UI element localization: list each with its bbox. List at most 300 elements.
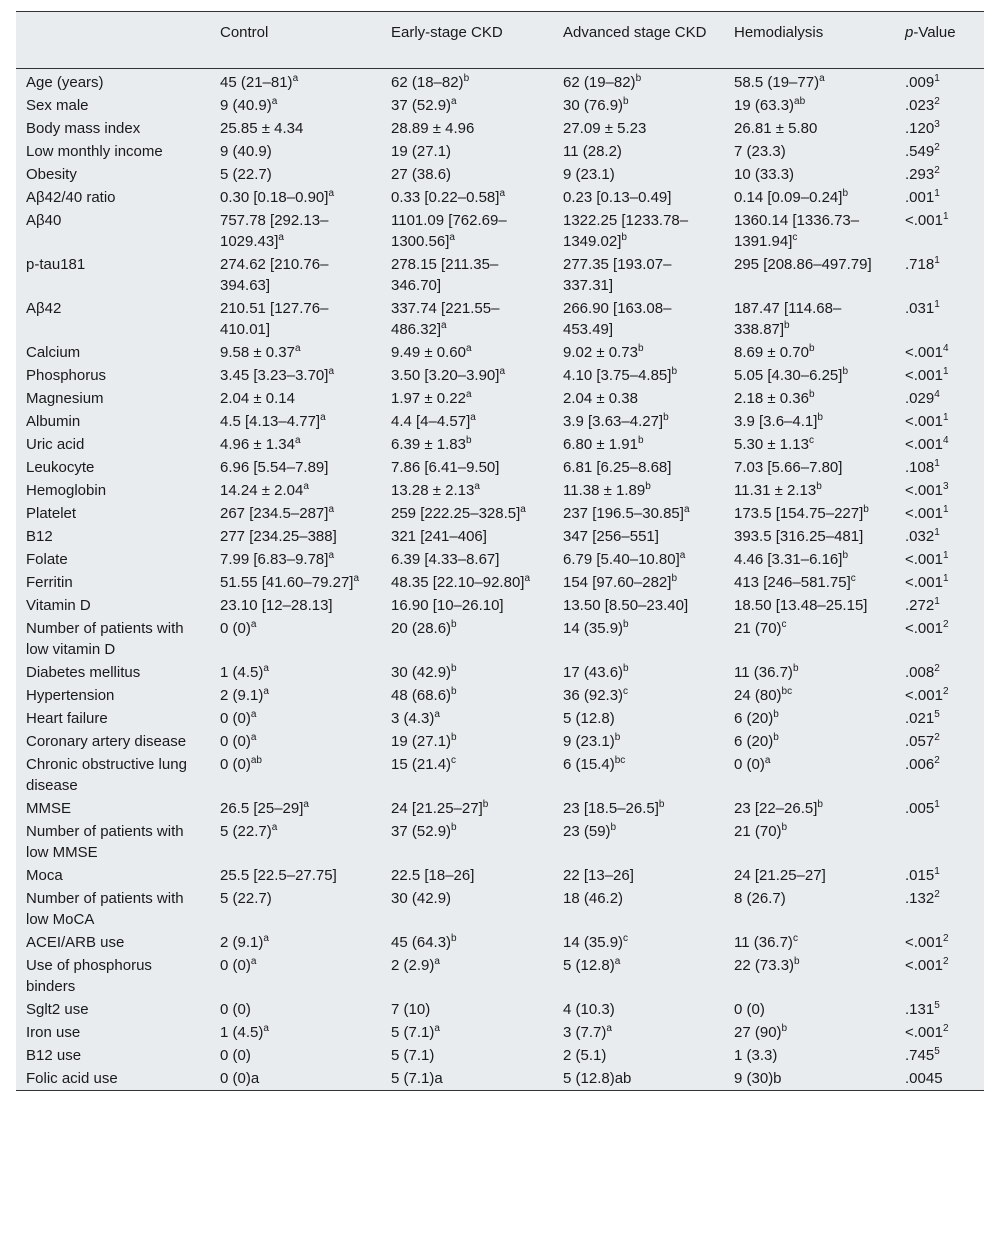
cell-value: 5 (22.7) xyxy=(220,890,272,907)
table-cell xyxy=(724,140,895,163)
cell-value: 16.90 [10–26.10] xyxy=(391,597,504,614)
cell-superscript: c xyxy=(623,933,629,944)
cell-value: 2 (5.1) xyxy=(563,1047,607,1064)
header-hemodialysis: Hemodialysis xyxy=(734,24,824,41)
row-label: Folic acid use xyxy=(26,1070,118,1087)
table-cell xyxy=(724,387,895,410)
row-label: Body mass index xyxy=(26,120,141,137)
cell-superscript: 2 xyxy=(942,619,949,630)
cell-superscript: 5 xyxy=(934,1046,940,1057)
table-cell xyxy=(895,163,984,186)
table-cell xyxy=(381,1044,553,1067)
cell-value: 5 (7.1) xyxy=(391,1047,435,1064)
cell-value: 11 (28.2) xyxy=(563,143,622,160)
cell-superscript: 1 xyxy=(934,255,940,266)
cell-value: 6 (15.4) xyxy=(563,756,615,773)
cell-value: 11.31 ± 2.13 xyxy=(734,482,817,499)
table-cell xyxy=(381,707,553,730)
table-row xyxy=(16,253,984,297)
table-cell xyxy=(381,571,553,594)
table-cell xyxy=(553,820,724,864)
table-cell xyxy=(553,94,724,117)
cell-value: 13.28 ± 2.13 xyxy=(391,482,475,499)
cell-value: 210.51 [127.76–410.01] xyxy=(220,300,329,338)
cell-value: 277 [234.25–388] xyxy=(220,528,337,545)
table-cell xyxy=(724,594,895,617)
cell-superscript: c xyxy=(792,232,798,243)
table-row xyxy=(16,998,984,1021)
table-cell xyxy=(895,387,984,410)
table-cell xyxy=(210,525,381,548)
cell-superscript: 2 xyxy=(934,889,940,900)
row-label: Age (years) xyxy=(26,74,104,91)
cell-value: .023 xyxy=(905,97,935,114)
cell-value: .293 xyxy=(905,166,935,183)
row-label: Calcium xyxy=(26,344,81,361)
cell-value: 8 (26.7) xyxy=(734,890,786,907)
cell-value: .021 xyxy=(905,710,935,727)
cell-superscript: 4 xyxy=(942,343,949,354)
cell-superscript: 1 xyxy=(934,527,940,538)
cell-superscript: a xyxy=(614,956,621,967)
table-cell xyxy=(210,186,381,209)
cell-superscript: a xyxy=(353,573,360,584)
cell-value: .032 xyxy=(905,528,935,545)
row-label: p-tau181 xyxy=(26,256,86,273)
table-cell xyxy=(895,954,984,998)
table-cell xyxy=(381,548,553,571)
table-cell xyxy=(724,433,895,456)
cell-superscript: a xyxy=(449,232,455,243)
table-cell xyxy=(381,456,553,479)
cell-value: 25.85 ± 4.34 xyxy=(220,120,304,137)
cell-value: .131 xyxy=(905,1001,935,1018)
cell-superscript: c xyxy=(781,619,787,630)
table-cell xyxy=(895,684,984,707)
table-cell xyxy=(895,140,984,163)
cell-value: 9.58 ± 0.37 xyxy=(220,344,295,361)
cell-value: .057 xyxy=(905,733,935,750)
table-cell xyxy=(724,253,895,297)
cell-value: 28.89 ± 4.96 xyxy=(391,120,475,137)
cell-value: 37 (52.9) xyxy=(391,97,452,114)
table-cell xyxy=(895,661,984,684)
table-cell xyxy=(210,887,381,931)
cell-value: 7.03 [5.66–7.80] xyxy=(734,459,843,476)
cell-value: 27.09 ± 5.23 xyxy=(563,120,647,137)
table-cell xyxy=(724,502,895,525)
row-label: Moca xyxy=(26,867,63,884)
cell-superscript: a xyxy=(250,732,257,743)
table-cell xyxy=(553,1021,724,1044)
table-cell xyxy=(553,684,724,707)
table-row xyxy=(16,864,984,887)
cell-value: 14 (35.9) xyxy=(563,934,624,951)
cell-value: 4 (10.3) xyxy=(563,1001,615,1018)
cell-superscript: 1 xyxy=(934,458,940,469)
table-cell xyxy=(210,387,381,410)
cell-superscript: 4 xyxy=(942,435,949,446)
table-cell xyxy=(895,341,984,364)
table-cell xyxy=(210,864,381,887)
cell-superscript: 2 xyxy=(934,732,940,743)
table-cell xyxy=(210,94,381,117)
row-label: B12 xyxy=(26,528,53,545)
table-cell xyxy=(381,387,553,410)
cell-value: 277.35 [193.07–337.31] xyxy=(563,256,672,294)
cell-value: 24 [21.25–27] xyxy=(734,867,826,884)
table-cell xyxy=(895,209,984,253)
table-cell xyxy=(553,887,724,931)
table-cell xyxy=(724,479,895,502)
table-cell xyxy=(895,1044,984,1067)
table-cell xyxy=(210,684,381,707)
row-label: MMSE xyxy=(26,800,71,817)
cell-superscript: a xyxy=(328,188,334,199)
cell-value: 0 (0) xyxy=(220,733,251,750)
cell-value: 30 (76.9) xyxy=(563,97,624,114)
table-cell xyxy=(553,387,724,410)
cell-superscript: 2 xyxy=(934,142,940,153)
cell-value: 18 (46.2) xyxy=(563,890,624,907)
cell-value: 48.35 [22.10–92.80] xyxy=(391,574,525,591)
cell-value: .006 xyxy=(905,756,935,773)
cell-value: <.001 xyxy=(905,620,943,637)
cell-value: 3.9 [3.6–4.1] xyxy=(734,413,818,430)
cell-value: 3 (4.3) xyxy=(391,710,435,727)
table-cell xyxy=(895,797,984,820)
cell-value: 0 (0) xyxy=(220,620,251,637)
cell-value: 6.39 [4.33–8.67] xyxy=(391,551,500,568)
cell-superscript: 3 xyxy=(942,481,949,492)
table-cell xyxy=(895,931,984,954)
cell-value: 0 (0) xyxy=(220,756,251,773)
table-row xyxy=(16,571,984,594)
cell-superscript: c xyxy=(623,686,629,697)
cell-value: 14.24 ± 2.04 xyxy=(220,482,304,499)
cell-value: 413 [246–581.75] xyxy=(734,574,851,591)
table-cell xyxy=(895,1021,984,1044)
cell-value: 2 (9.1) xyxy=(220,687,264,704)
table-cell xyxy=(553,163,724,186)
cell-superscript: b xyxy=(671,573,677,584)
table-cell xyxy=(381,820,553,864)
table-cell xyxy=(210,753,381,797)
cell-value: 11 (36.7) xyxy=(734,934,793,951)
cell-superscript: b xyxy=(781,822,788,833)
table-row xyxy=(16,1044,984,1067)
cell-superscript: a xyxy=(524,573,531,584)
cell-value: 757.78 [292.13–1029.43] xyxy=(220,212,329,250)
cell-value: .108 xyxy=(905,459,935,476)
table-cell xyxy=(381,253,553,297)
table-cell xyxy=(381,410,553,433)
cell-value: 0 (0) xyxy=(220,710,251,727)
cell-value: 5 (12.8)ab xyxy=(563,1070,632,1087)
cell-superscript: c xyxy=(451,755,457,766)
table-cell xyxy=(210,341,381,364)
cell-superscript: a xyxy=(520,504,526,515)
table-row xyxy=(16,433,984,456)
table-cell xyxy=(553,797,724,820)
table-cell xyxy=(381,163,553,186)
table-row xyxy=(16,954,984,998)
table-row xyxy=(16,410,984,433)
table-cell xyxy=(895,707,984,730)
cell-value: 0.14 [0.09–0.24] xyxy=(734,189,843,206)
table-cell xyxy=(381,140,553,163)
table-cell xyxy=(724,820,895,864)
cell-superscript: b xyxy=(614,732,621,743)
cell-superscript: a xyxy=(263,1023,269,1034)
cell-superscript: b xyxy=(773,732,779,743)
row-label: Number of patients with low MoCA xyxy=(26,890,184,928)
cell-value: 23 [22–26.5] xyxy=(734,800,818,817)
cell-value: 2.18 ± 0.36 xyxy=(734,390,809,407)
cell-superscript: b xyxy=(451,663,457,674)
table-cell xyxy=(381,117,553,140)
table-cell xyxy=(553,479,724,502)
table-row xyxy=(16,140,984,163)
cell-superscript: a xyxy=(465,343,472,354)
cell-value: 30 (42.9) xyxy=(391,890,452,907)
cell-value: 347 [256–551] xyxy=(563,528,659,545)
table-row xyxy=(16,931,984,954)
cell-value: 18.50 [13.48–25.15] xyxy=(734,597,868,614)
cell-value: 0.23 [0.13–0.49] xyxy=(563,189,672,206)
cell-superscript: b xyxy=(451,822,457,833)
table-cell xyxy=(895,887,984,931)
cell-value: 19 (27.1) xyxy=(391,733,452,750)
cell-value: 3.50 [3.20–3.90] xyxy=(391,367,500,384)
cell-superscript: b xyxy=(623,663,629,674)
table-cell xyxy=(553,117,724,140)
cell-superscript: a xyxy=(271,96,278,107)
table-cell xyxy=(724,117,895,140)
cell-value: 6.79 [5.40–10.80] xyxy=(563,551,680,568)
cell-value: 173.5 [154.75–227] xyxy=(734,505,864,522)
table-cell xyxy=(553,69,724,95)
table-cell xyxy=(895,594,984,617)
cell-value: 15 (21.4) xyxy=(391,756,452,773)
cell-value: 0 (0) xyxy=(734,756,765,773)
table-cell xyxy=(210,730,381,753)
table-cell xyxy=(381,69,553,95)
cell-superscript: b xyxy=(792,663,799,674)
table-row xyxy=(16,117,984,140)
table-cell xyxy=(381,617,553,661)
cell-value: .015 xyxy=(905,867,935,884)
table-cell xyxy=(210,594,381,617)
cell-value: 11.38 ± 1.89 xyxy=(563,482,646,499)
cell-superscript: b xyxy=(637,435,644,446)
row-label: Platelet xyxy=(26,505,77,522)
row-label: Diabetes mellitus xyxy=(26,664,141,681)
cell-value: 23 (59) xyxy=(563,823,611,840)
table-cell xyxy=(724,94,895,117)
cell-value: 154 [97.60–282] xyxy=(563,574,672,591)
cell-value: 17 (43.6) xyxy=(563,664,624,681)
cell-value: 1 (4.5) xyxy=(220,664,264,681)
cell-superscript: b xyxy=(637,343,644,354)
table-row xyxy=(16,707,984,730)
table-cell xyxy=(553,297,724,341)
cell-value: 274.62 [210.76–394.63] xyxy=(220,256,329,294)
table-cell xyxy=(724,661,895,684)
row-label: Leukocyte xyxy=(26,459,95,476)
table-cell xyxy=(381,433,553,456)
cell-superscript: 4 xyxy=(934,389,940,400)
cell-superscript: 3 xyxy=(934,119,940,130)
cell-value: 62 (18–82) xyxy=(391,74,464,91)
cell-superscript: 1 xyxy=(942,366,949,377)
cell-value: 4.46 [3.31–6.16] xyxy=(734,551,843,568)
table-cell xyxy=(210,1067,381,1091)
table-body xyxy=(16,69,984,1091)
table-cell xyxy=(210,707,381,730)
table-cell xyxy=(724,931,895,954)
row-label: Aβ42 xyxy=(26,300,62,317)
cell-superscript: 2 xyxy=(934,96,940,107)
cell-value: .001 xyxy=(905,189,935,206)
cell-value: 278.15 [211.35–346.70] xyxy=(391,256,499,294)
table-cell xyxy=(895,69,984,95)
cell-value: 5 (12.8) xyxy=(563,710,615,727)
cell-value: 5 (12.8) xyxy=(563,957,615,974)
row-label: ACEI/ARB use xyxy=(26,934,125,951)
cell-value: 19 (27.1) xyxy=(391,143,452,160)
cell-value: .549 xyxy=(905,143,935,160)
table-cell xyxy=(553,140,724,163)
table-cell xyxy=(895,864,984,887)
table-cell xyxy=(381,186,553,209)
table-cell xyxy=(895,364,984,387)
cell-superscript: b xyxy=(794,956,800,967)
cell-value: <.001 xyxy=(905,212,943,229)
table-cell xyxy=(724,364,895,387)
cell-value: 9 (40.9) xyxy=(220,97,272,114)
table-row xyxy=(16,479,984,502)
cell-superscript: 1 xyxy=(934,866,940,877)
cell-superscript: b xyxy=(784,320,790,331)
table-row xyxy=(16,94,984,117)
cell-value: <.001 xyxy=(905,957,943,974)
cell-superscript: 2 xyxy=(934,165,940,176)
cell-superscript: b xyxy=(663,412,669,423)
table-cell xyxy=(553,364,724,387)
cell-superscript: a xyxy=(328,366,334,377)
cell-value: 259 [222.25–328.5] xyxy=(391,505,521,522)
cell-superscript: a xyxy=(278,232,284,243)
table-cell xyxy=(895,571,984,594)
cell-value: .009 xyxy=(905,74,935,91)
table-cell xyxy=(895,1067,984,1091)
cell-superscript: a xyxy=(294,435,301,446)
header-p-rest: -Value xyxy=(913,24,956,41)
cell-value: 2 (9.1) xyxy=(220,934,264,951)
table-row xyxy=(16,617,984,661)
cell-value: 24 [21.25–27] xyxy=(391,800,483,817)
cell-value: 393.5 [316.25–481] xyxy=(734,528,864,545)
row-label: Vitamin D xyxy=(26,597,91,614)
cell-value: 3.9 [3.63–4.27] xyxy=(563,413,664,430)
table-cell xyxy=(553,707,724,730)
cell-value: 4.4 [4–4.57] xyxy=(391,413,471,430)
cell-value: 58.5 (19–77) xyxy=(734,74,820,91)
cell-value: 337.74 [221.55–486.32] xyxy=(391,300,500,338)
cell-superscript: b xyxy=(658,799,665,810)
cell-value: 3 (7.7) xyxy=(563,1024,607,1041)
table-cell xyxy=(381,864,553,887)
cell-value: 26.81 ± 5.80 xyxy=(734,120,818,137)
table-row xyxy=(16,797,984,820)
table-cell xyxy=(381,364,553,387)
cell-superscript: a xyxy=(292,73,299,84)
table-cell xyxy=(724,69,895,95)
cell-superscript: a xyxy=(303,799,309,810)
table-cell xyxy=(895,117,984,140)
cell-value: 0.30 [0.18–0.90] xyxy=(220,189,329,206)
table-cell xyxy=(553,1044,724,1067)
cell-superscript: b xyxy=(817,799,823,810)
cell-value: 14 (35.9) xyxy=(563,620,624,637)
table-cell xyxy=(381,1021,553,1044)
cell-superscript: 2 xyxy=(934,755,940,766)
cell-value: 1101.09 [762.69–1300.56] xyxy=(391,212,507,250)
table-cell xyxy=(724,410,895,433)
cell-value: 267 [234.5–287] xyxy=(220,505,329,522)
cell-superscript: 1 xyxy=(934,73,940,84)
cell-value: 24 (80) xyxy=(734,687,782,704)
cell-value: 0 (0) xyxy=(220,1047,251,1064)
cell-value: 187.47 [114.68–338.87] xyxy=(734,300,842,338)
row-label: B12 use xyxy=(26,1047,82,1064)
row-label: Aβ40 xyxy=(26,212,62,229)
table-cell xyxy=(553,410,724,433)
row-label: Magnesium xyxy=(26,390,104,407)
cell-superscript: a xyxy=(606,1023,612,1034)
table-cell xyxy=(724,341,895,364)
cell-superscript: a xyxy=(470,412,476,423)
table-cell xyxy=(553,753,724,797)
cell-value: .718 xyxy=(905,256,935,273)
table-cell xyxy=(724,1021,895,1044)
cell-value: 321 [241–406] xyxy=(391,528,487,545)
row-label: Heart failure xyxy=(26,710,108,727)
cell-superscript: b xyxy=(773,709,779,720)
row-label: Iron use xyxy=(26,1024,81,1041)
table-cell xyxy=(553,525,724,548)
cell-value: 2.04 ± 0.14 xyxy=(220,390,295,407)
table-cell xyxy=(895,998,984,1021)
cell-value: 5.05 [4.30–6.25] xyxy=(734,367,843,384)
table-cell xyxy=(381,931,553,954)
table-cell xyxy=(895,433,984,456)
cell-superscript: b xyxy=(465,435,472,446)
cell-superscript: b xyxy=(623,96,629,107)
cell-superscript: 1 xyxy=(934,188,940,199)
cell-value: 5 (22.7) xyxy=(220,823,272,840)
table-row xyxy=(16,209,984,253)
cell-value: 4.5 [4.13–4.77] xyxy=(220,413,321,430)
cell-value: <.001 xyxy=(905,413,943,430)
cell-superscript: 5 xyxy=(934,709,940,720)
table-container xyxy=(16,11,984,1091)
cell-superscript: b xyxy=(808,343,815,354)
header-p-italic: p xyxy=(905,24,914,41)
table-cell xyxy=(381,797,553,820)
cell-superscript: a xyxy=(683,504,690,515)
